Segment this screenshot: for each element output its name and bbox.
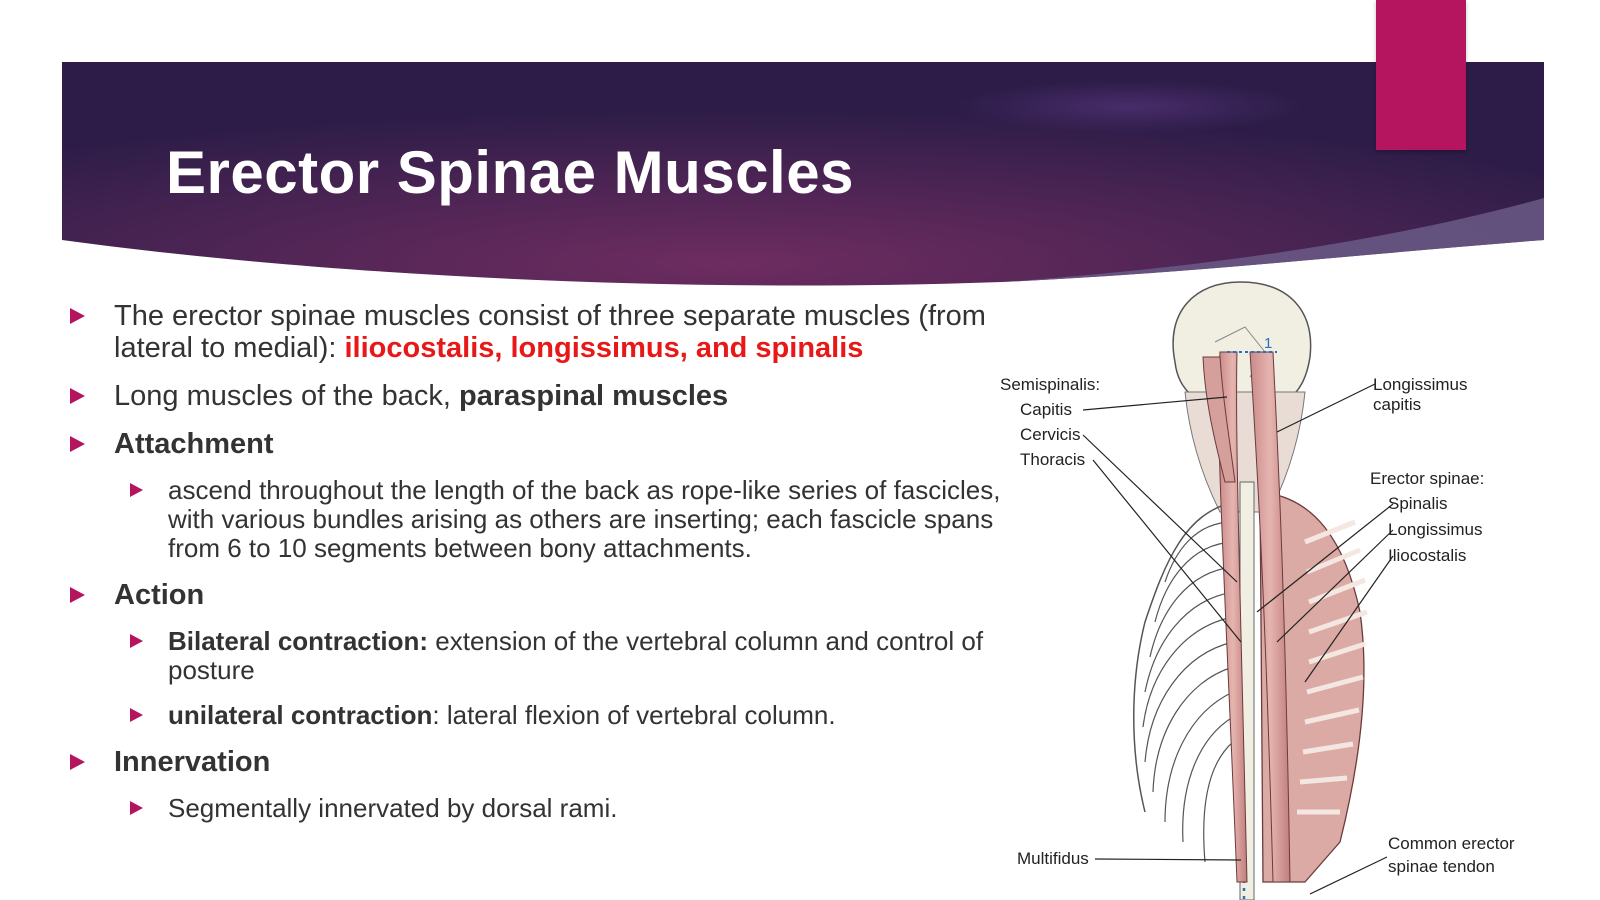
innervation-detail: Segmentally innervated by dorsal rami. bbox=[168, 793, 618, 823]
innervation-heading: Innervation bbox=[114, 746, 271, 778]
label-common-tendon-2: spinae tendon bbox=[1388, 857, 1495, 876]
bullet-composition bbox=[68, 300, 1028, 364]
arrow-bullet-icon bbox=[130, 801, 143, 815]
vertebra-number-label: 1 bbox=[1264, 335, 1273, 352]
label-common-tendon-1: Common erector bbox=[1388, 834, 1515, 853]
arrow-bullet-icon bbox=[70, 754, 85, 770]
long-muscles-text: Long muscles of the back, bbox=[114, 380, 459, 412]
label-erector-spinae: Erector spinae: bbox=[1370, 469, 1485, 488]
accent-tab bbox=[1376, 0, 1466, 150]
skull-shape bbox=[1173, 282, 1311, 402]
label-cervicis: Cervicis bbox=[1020, 425, 1081, 444]
arrow-bullet-icon bbox=[130, 708, 143, 722]
bilateral-text: extension of the vertebral column and control of posture bbox=[168, 626, 984, 685]
composition-text: The erector spinae muscles consist of three separate muscles (from lateral to medial): bbox=[114, 300, 986, 364]
anatomy-illustration bbox=[1000, 282, 1600, 900]
label-iliocostalis: Iliocostalis bbox=[1388, 546, 1467, 565]
action-heading: Action bbox=[114, 579, 205, 611]
arrow-bullet-icon bbox=[70, 388, 85, 404]
bullet-long-muscles bbox=[68, 380, 1028, 412]
paraspinal-bold: paraspinal muscles bbox=[458, 380, 729, 412]
label-longissimus: Longissimus bbox=[1388, 520, 1483, 539]
bullet-action-heading bbox=[68, 579, 1028, 611]
label-thoracis: Thoracis bbox=[1020, 450, 1086, 469]
label-spinalis: Spinalis bbox=[1388, 494, 1448, 513]
arrow-bullet-icon bbox=[70, 436, 85, 452]
attachment-detail: ascend throughout the length of the back as rope-like series of fascicles, with various bundles arising as others are inserting; each fascicle spans from 6 to 10 segments between bony attachments. bbox=[168, 475, 1001, 563]
bullet-unilateral bbox=[130, 701, 1028, 730]
bullet-attachment-detail bbox=[130, 476, 1028, 563]
arrow-bullet-icon bbox=[130, 483, 143, 497]
label-capitis: Capitis bbox=[1020, 400, 1072, 419]
label-semispinalis: Semispinalis: bbox=[1000, 375, 1101, 394]
bilateral-label: Bilateral contraction: bbox=[168, 626, 429, 656]
arrow-bullet-icon bbox=[130, 634, 143, 648]
rib-cage-left bbox=[1134, 502, 1235, 862]
attachment-heading: Attachment bbox=[114, 428, 274, 460]
bullet-attachment-heading bbox=[68, 428, 1028, 460]
bullet-list bbox=[68, 300, 1028, 839]
bullet-innervation-detail bbox=[130, 794, 1028, 823]
label-longissimus-capitis-1: Longissimus bbox=[1373, 375, 1468, 394]
label-multifidus: Multifidus bbox=[1017, 849, 1089, 868]
arrow-bullet-icon bbox=[70, 308, 85, 324]
muscle-names-highlight: iliocostalis, longissimus, and spinalis bbox=[344, 332, 864, 364]
slide-title: Erector Spinae Muscles bbox=[166, 139, 854, 206]
label-longissimus-capitis-2: capitis bbox=[1373, 395, 1422, 414]
bullet-bilateral bbox=[130, 627, 1028, 685]
unilateral-text: : lateral flexion of vertebral column. bbox=[432, 700, 836, 730]
arrow-bullet-icon bbox=[70, 587, 85, 603]
bullet-innervation-heading bbox=[68, 746, 1028, 778]
unilateral-label: unilateral contraction bbox=[168, 700, 433, 730]
